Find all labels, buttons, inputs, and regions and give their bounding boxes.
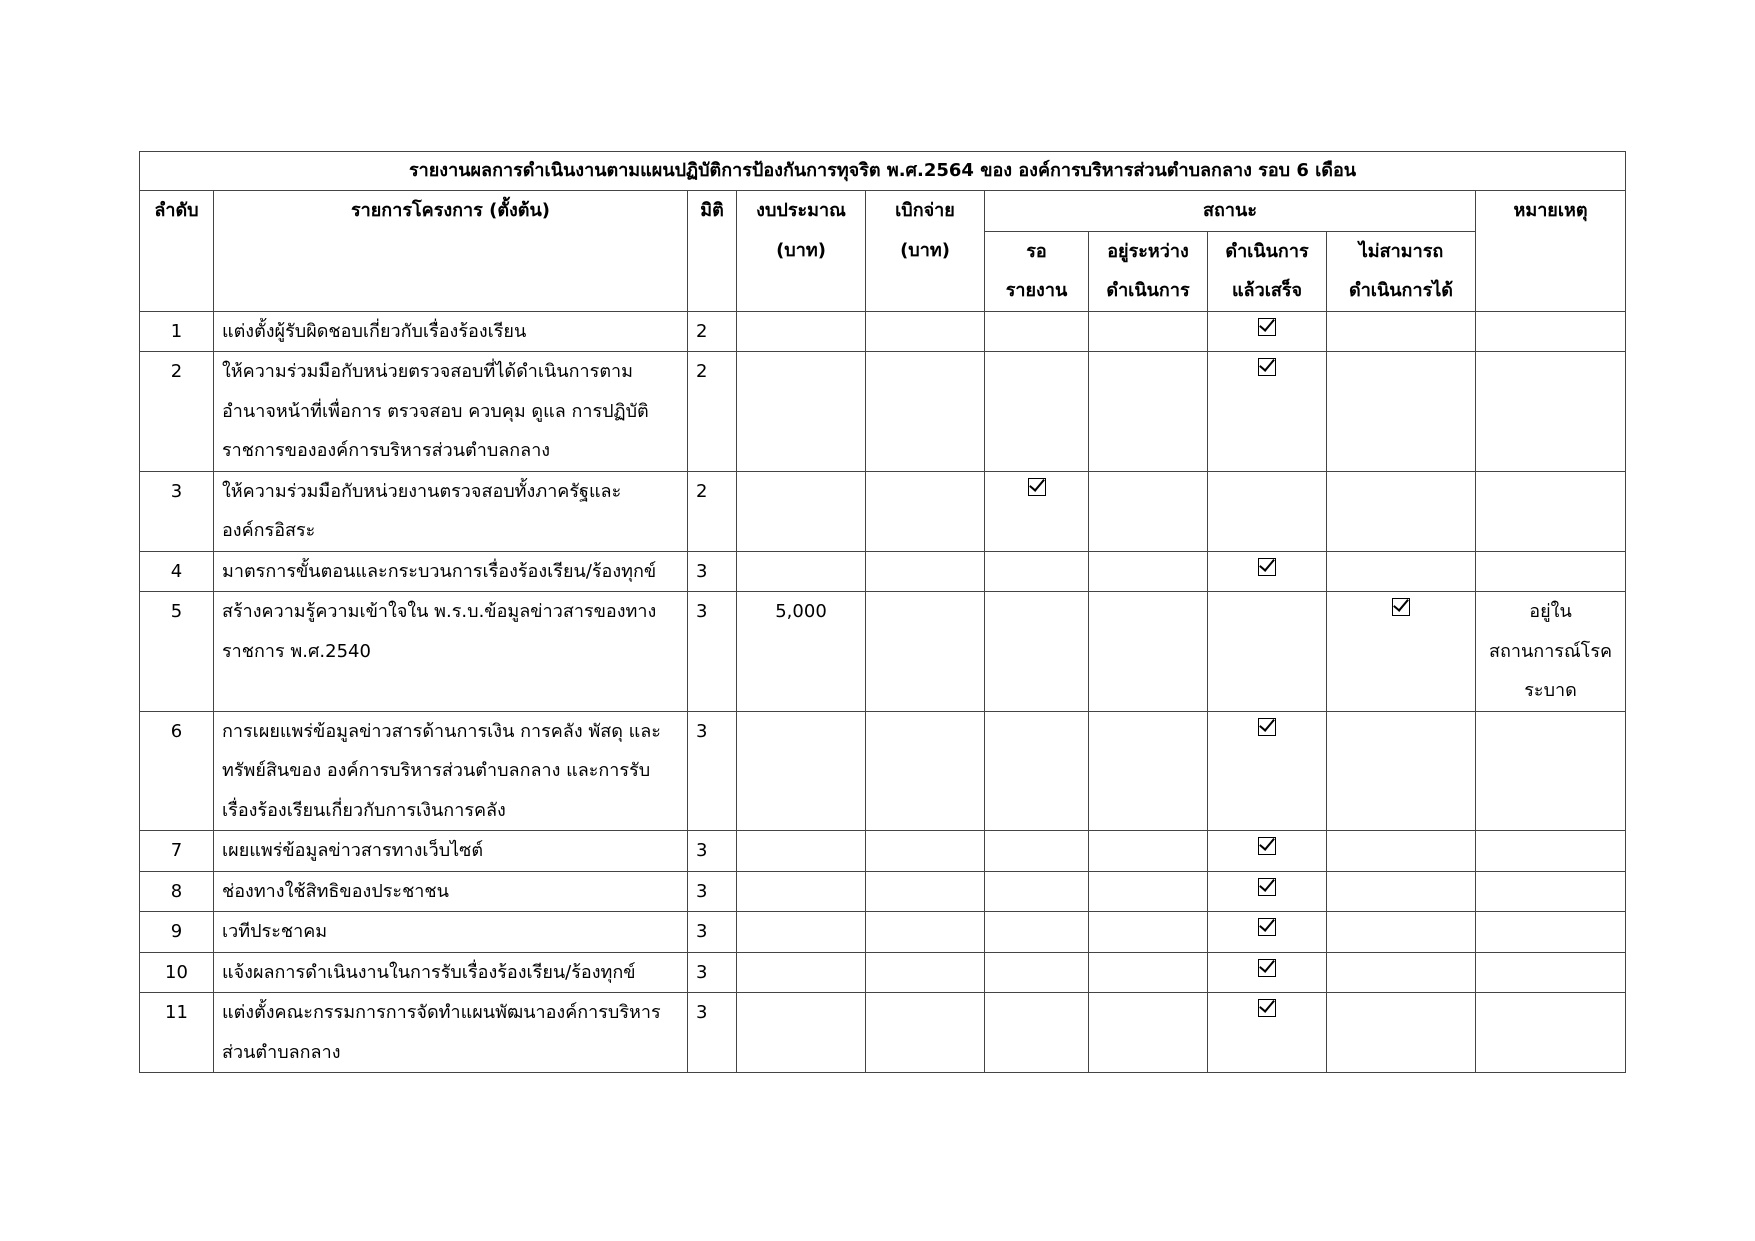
budget (737, 993, 866, 1073)
status-unable-cell (1327, 912, 1476, 953)
status-done-cell (1208, 311, 1327, 352)
status-inprogress-cell (1089, 952, 1208, 993)
project-name (214, 831, 688, 872)
remark-line: ระบาด (1524, 680, 1577, 701)
dimension: 2 (688, 311, 737, 352)
header-disbursed-line1: เบิกจ่าย (895, 200, 955, 221)
status-done-cell (1208, 871, 1327, 912)
status-unable-cell (1327, 711, 1476, 831)
project-name (214, 592, 688, 712)
table-row (140, 952, 1626, 993)
status-unable-cell (1327, 831, 1476, 872)
project-name-line: อำนาจหน้าที่เพื่อการ ตรวจสอบ ควบคุม ดูแล การปฏิบัติ (222, 400, 649, 422)
budget: 5,000 (737, 592, 866, 712)
row-number: 7 (140, 831, 214, 872)
disbursed (866, 871, 985, 912)
status-inprogress-cell (1089, 551, 1208, 592)
remark-line: สถานการณ์โรค (1489, 640, 1613, 662)
project-name-line: แจ้งผลการดำเนินงานในการรับเรื่องร้องเรียน/ร้องทุกข์ (222, 961, 636, 983)
status-done-cell (1208, 912, 1327, 953)
status-unable-cell (1327, 352, 1476, 472)
project-name-line: เผยแพร่ข้อมูลข่าวสารทางเว็บไซต์ (222, 840, 484, 861)
remark (1476, 952, 1626, 993)
status-pending-cell (985, 471, 1089, 551)
status-pending-cell (985, 711, 1089, 831)
table-row (140, 471, 1626, 551)
disbursed (866, 352, 985, 472)
report-body (140, 311, 1626, 1073)
status-inprogress-cell (1089, 352, 1208, 472)
dimension: 3 (688, 993, 737, 1073)
project-name-line: แต่งตั้งผู้รับผิดชอบเกี่ยวกับเรื่องร้องเรียน (222, 320, 527, 342)
status-inprogress-cell (1089, 592, 1208, 712)
remark (1476, 551, 1626, 592)
status-unable-cell (1327, 952, 1476, 993)
status-pending-cell (985, 352, 1089, 472)
remark (1476, 912, 1626, 953)
disbursed (866, 471, 985, 551)
disbursed (866, 711, 985, 831)
header-no: ลำดับ (140, 191, 214, 312)
dimension: 3 (688, 871, 737, 912)
report-title: รายงานผลการดำเนินงานตามแผนปฏิบัติการป้องกันการทุจริต พ.ศ.2564 ของ องค์การบริหารส่วนตำบลกลาง รอบ 6 เดือน (140, 152, 1626, 191)
table-row (140, 592, 1626, 712)
title-row (140, 152, 1626, 191)
status-unable-cell (1327, 592, 1476, 712)
header-status-unable-line1: ไม่สามารถ (1358, 240, 1444, 262)
status-done-cell (1208, 352, 1327, 472)
project-name-line: ราชการ พ.ศ.2540 (222, 640, 371, 662)
header-status-inprogress-line2: ดำเนินการ (1106, 280, 1190, 301)
checked-box-icon (1258, 959, 1276, 977)
checked-box-icon (1258, 318, 1276, 336)
header-status-pending-line1: รอ (1026, 240, 1047, 262)
header-dimension: มิติ (688, 191, 737, 312)
report-table (139, 151, 1626, 1073)
row-number: 11 (140, 993, 214, 1073)
project-name-line: เวทีประชาคม (222, 921, 328, 942)
status-unable-cell (1327, 871, 1476, 912)
row-number: 9 (140, 912, 214, 953)
status-inprogress-cell (1089, 871, 1208, 912)
header-status-inprogress-line1: อยู่ระหว่าง (1107, 240, 1189, 262)
header-project: รายการโครงการ (ตั้งต้น) (214, 191, 688, 312)
status-done-cell (1208, 831, 1327, 872)
status-unable-cell (1327, 471, 1476, 551)
header-status: สถานะ (985, 191, 1476, 232)
header-status-unable (1327, 231, 1476, 311)
checked-box-icon (1258, 718, 1276, 736)
project-name (214, 871, 688, 912)
status-pending-cell (985, 912, 1089, 953)
status-pending-cell (985, 871, 1089, 912)
header-disbursed-line2: (บาท) (900, 239, 950, 261)
row-number: 1 (140, 311, 214, 352)
header-status-inprogress (1089, 231, 1208, 311)
project-name-line: เรื่องร้องเรียนเกี่ยวกับการเงินการคลัง (222, 799, 506, 821)
header-status-done-line1: ดำเนินการ (1225, 240, 1309, 262)
project-name-line: การเผยแพร่ข้อมูลข่าวสารด้านการเงิน การคลัง พัสดุ และ (222, 720, 661, 742)
dimension: 3 (688, 952, 737, 993)
project-name (214, 551, 688, 592)
project-name (214, 352, 688, 472)
dimension: 2 (688, 352, 737, 472)
status-done-cell (1208, 551, 1327, 592)
remark (1476, 711, 1626, 831)
dimension: 3 (688, 551, 737, 592)
checked-box-icon (1258, 878, 1276, 896)
budget (737, 352, 866, 472)
row-number: 8 (140, 871, 214, 912)
budget (737, 471, 866, 551)
row-number: 6 (140, 711, 214, 831)
checked-box-icon (1258, 918, 1276, 936)
header-row-1 (140, 191, 1626, 232)
table-row (140, 871, 1626, 912)
disbursed (866, 311, 985, 352)
status-unable-cell (1327, 993, 1476, 1073)
status-pending-cell (985, 311, 1089, 352)
project-name (214, 711, 688, 831)
header-status-pending (985, 231, 1089, 311)
row-number: 2 (140, 352, 214, 472)
remark (1476, 471, 1626, 551)
dimension: 3 (688, 592, 737, 712)
status-done-cell (1208, 993, 1327, 1073)
disbursed (866, 952, 985, 993)
project-name-line: ให้ความร่วมมือกับหน่วยงานตรวจสอบทั้งภาครัฐและ (222, 480, 622, 502)
project-name (214, 311, 688, 352)
table-row (140, 831, 1626, 872)
project-name (214, 952, 688, 993)
status-done-cell (1208, 471, 1327, 551)
status-pending-cell (985, 993, 1089, 1073)
remark (1476, 592, 1626, 712)
checked-box-icon (1258, 358, 1276, 376)
header-status-done (1208, 231, 1327, 311)
project-name-line: ช่องทางใช้สิทธิของประชาชน (222, 880, 449, 902)
project-name-line: สร้างความรู้ความเข้าใจใน พ.ร.บ.ข้อมูลข่าวสารของทาง (222, 601, 657, 622)
status-pending-cell (985, 831, 1089, 872)
disbursed (866, 592, 985, 712)
dimension: 3 (688, 831, 737, 872)
project-name-line: องค์กรอิสระ (222, 520, 316, 541)
header-disbursed (866, 191, 985, 312)
budget (737, 711, 866, 831)
status-unable-cell (1327, 551, 1476, 592)
status-inprogress-cell (1089, 311, 1208, 352)
budget (737, 551, 866, 592)
checked-box-icon (1028, 478, 1046, 496)
header-remark: หมายเหตุ (1476, 191, 1626, 312)
status-pending-cell (985, 551, 1089, 592)
table-row (140, 551, 1626, 592)
table-row (140, 993, 1626, 1073)
table-row (140, 311, 1626, 352)
budget (737, 311, 866, 352)
remark (1476, 831, 1626, 872)
header-budget (737, 191, 866, 312)
status-inprogress-cell (1089, 831, 1208, 872)
dimension: 3 (688, 912, 737, 953)
budget (737, 871, 866, 912)
project-name-line: ทรัพย์สินของ องค์การบริหารส่วนตำบลกลาง และการรับ (222, 760, 651, 781)
checked-box-icon (1258, 999, 1276, 1017)
remark (1476, 993, 1626, 1073)
header-budget-line2: (บาท) (776, 239, 826, 261)
status-done-cell (1208, 592, 1327, 712)
status-inprogress-cell (1089, 711, 1208, 831)
remark (1476, 352, 1626, 472)
status-inprogress-cell (1089, 471, 1208, 551)
status-pending-cell (985, 592, 1089, 712)
status-pending-cell (985, 952, 1089, 993)
budget (737, 831, 866, 872)
row-number: 3 (140, 471, 214, 551)
header-budget-line1: งบประมาณ (756, 200, 846, 221)
disbursed (866, 912, 985, 953)
row-number: 5 (140, 592, 214, 712)
project-name (214, 471, 688, 551)
project-name-line: ให้ความร่วมมือกับหน่วยตรวจสอบที่ได้ดำเนินการตาม (222, 361, 633, 382)
project-name-line: ส่วนตำบลกลาง (222, 1041, 341, 1063)
checked-box-icon (1258, 837, 1276, 855)
dimension: 3 (688, 711, 737, 831)
remark (1476, 871, 1626, 912)
status-unable-cell (1327, 311, 1476, 352)
header-status-pending-line2: รายงาน (1005, 280, 1068, 301)
row-number: 4 (140, 551, 214, 592)
status-inprogress-cell (1089, 912, 1208, 953)
dimension: 2 (688, 471, 737, 551)
header-status-unable-line2: ดำเนินการได้ (1349, 280, 1453, 301)
project-name-line: มาตรการขั้นตอนและกระบวนการเรื่องร้องเรียน/ร้องทุกข์ (222, 560, 657, 582)
project-name-line: แต่งตั้งคณะกรรมการการจัดทำแผนพัฒนาองค์การบริหาร (222, 1002, 661, 1023)
project-name (214, 993, 688, 1073)
checked-box-icon (1258, 558, 1276, 576)
disbursed (866, 993, 985, 1073)
header-status-done-line2: แล้วเสร็จ (1231, 280, 1303, 301)
project-name (214, 912, 688, 953)
status-done-cell (1208, 711, 1327, 831)
checked-box-icon (1392, 598, 1410, 616)
disbursed (866, 831, 985, 872)
remark-line: อยู่ใน (1529, 601, 1572, 622)
table-row (140, 352, 1626, 472)
row-number: 10 (140, 952, 214, 993)
table-row (140, 912, 1626, 953)
status-done-cell (1208, 952, 1327, 993)
table-row (140, 711, 1626, 831)
budget (737, 912, 866, 953)
budget (737, 952, 866, 993)
status-inprogress-cell (1089, 993, 1208, 1073)
disbursed (866, 551, 985, 592)
remark (1476, 311, 1626, 352)
project-name-line: ราชการขององค์การบริหารส่วนตำบลกลาง (222, 440, 551, 461)
